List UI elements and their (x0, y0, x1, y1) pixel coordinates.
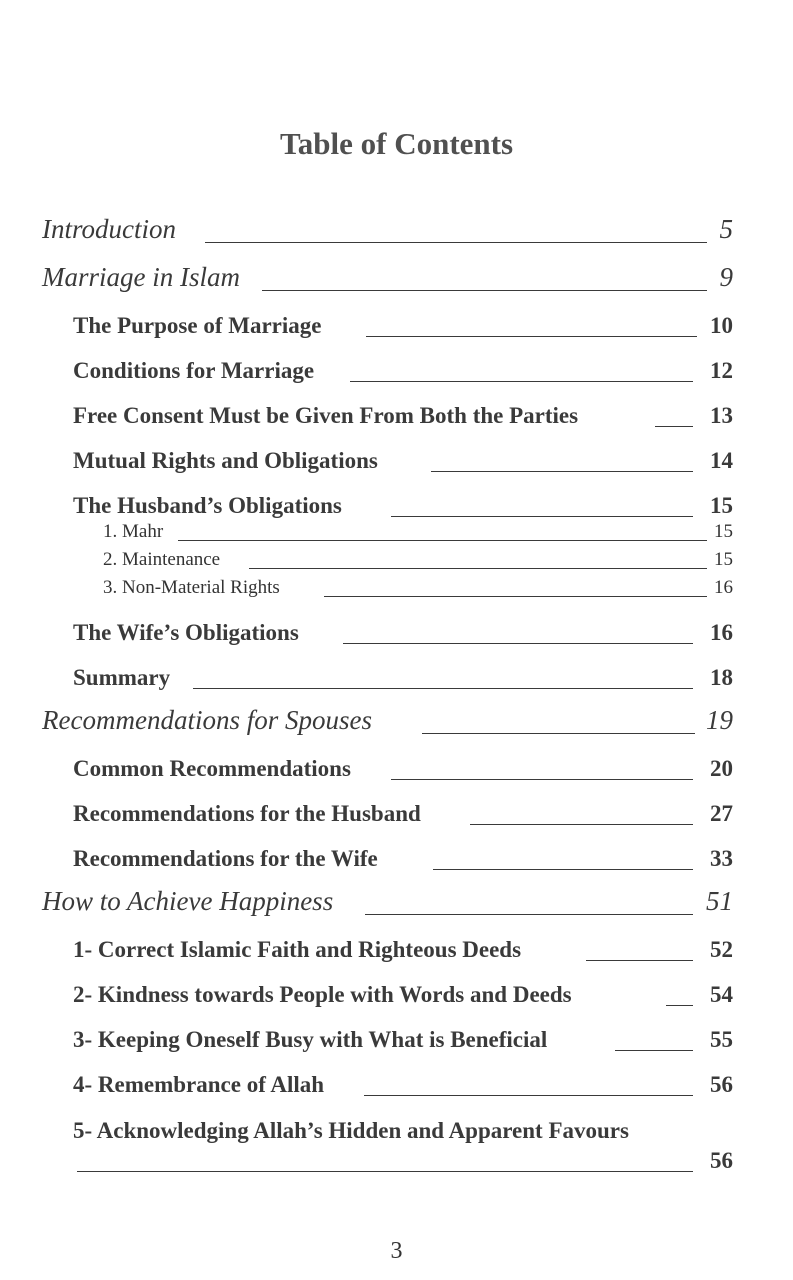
leader-line (364, 1095, 693, 1096)
toc-entry-kindness-towards-people (73, 977, 733, 1011)
toc-entry-maintenance (103, 546, 733, 574)
toc-label: The Husband’s Obligations (73, 493, 342, 518)
leader-line (391, 516, 693, 517)
toc-label: The Purpose of Marriage (73, 313, 322, 338)
toc-label: The Wife’s Obligations (73, 620, 299, 645)
leader-line (433, 869, 693, 870)
toc-page-number: 54 (710, 982, 733, 1007)
toc-entry-recommendations-husband (73, 796, 733, 830)
toc-page-number: 16 (714, 577, 733, 598)
toc-entry-correct-islamic-faith (73, 932, 733, 966)
toc-entry-mutual-rights (73, 443, 733, 477)
toc-label: 1. Mahr (103, 521, 164, 542)
leader-line (586, 960, 693, 961)
leader-line (350, 381, 693, 382)
toc-label: Recommendations for the Husband (73, 801, 421, 826)
toc-entry-recommendations-wife (73, 841, 733, 875)
toc-label: Introduction (42, 214, 176, 244)
toc-label: Free Consent Must be Given From Both the Parties (73, 403, 579, 428)
toc-page-number: 56 (710, 1148, 733, 1173)
toc-page-number: 55 (710, 1027, 733, 1052)
leader-line (365, 914, 693, 915)
toc-entry-marriage-in-islam (42, 262, 733, 296)
toc-page-number: 10 (710, 313, 733, 338)
leader-line (431, 471, 693, 472)
toc-label: Common Recommendations (73, 756, 351, 781)
toc-page-number: 15 (710, 493, 733, 518)
leader-line (324, 596, 707, 597)
leader-line (178, 540, 707, 541)
toc-label: 1- Correct Islamic Faith and Righteous Deeds (73, 937, 522, 962)
toc-entry-recommendations-for-spouses (42, 705, 733, 739)
leader-line (470, 824, 693, 825)
toc-label: Marriage in Islam (42, 262, 240, 292)
toc-title: Table of Contents (279, 126, 514, 161)
toc-label: Summary (73, 665, 171, 690)
toc-label: How to Achieve Happiness (42, 886, 334, 916)
leader-line (391, 779, 693, 780)
toc-entry-keeping-oneself-busy (73, 1022, 733, 1056)
leader-line (249, 568, 707, 569)
toc-label: 3. Non-Material Rights (103, 577, 280, 598)
leader-line (366, 336, 697, 337)
toc-entry-free-consent (73, 398, 733, 432)
toc-page-number: 19 (706, 705, 733, 735)
toc-label: 5- Acknowledging Allah’s Hidden and Apparent Favours (73, 1118, 629, 1143)
leader-line (262, 290, 707, 291)
toc-entry-summary (73, 660, 733, 694)
leader-line (666, 1005, 693, 1006)
toc-page-number: 56 (710, 1072, 733, 1097)
toc-entry-conditions-for-marriage (73, 353, 733, 387)
toc-page-number: 16 (710, 620, 733, 645)
toc-page-number: 18 (710, 665, 733, 690)
toc-page-number: 15 (714, 521, 733, 542)
leader-line (655, 426, 693, 427)
toc-page-number: 51 (706, 886, 733, 916)
toc-entry-acknowledging-favours (73, 1113, 733, 1147)
leader-line (193, 688, 693, 689)
toc-page-number: 13 (710, 403, 733, 428)
toc-entry-introduction (42, 214, 733, 248)
toc-label: 2- Kindness towards People with Words and Deeds (73, 982, 572, 1007)
toc-entry-acknowledging-favours-leader (73, 1143, 733, 1177)
leader-line (77, 1171, 693, 1172)
toc-entry-how-to-achieve-happiness (42, 886, 733, 920)
toc-page-number: 20 (710, 756, 733, 781)
toc-page-number: 15 (714, 549, 733, 570)
toc-page-number: 12 (710, 358, 733, 383)
toc-page-number: 52 (710, 937, 733, 962)
leader-line (205, 242, 707, 243)
toc-page-number: 33 (710, 846, 733, 871)
toc-entry-purpose-of-marriage (73, 308, 733, 342)
leader-line (615, 1050, 693, 1051)
toc-entry-husbands-obligations (73, 488, 733, 522)
toc-entry-non-material-rights (103, 574, 733, 602)
page-number: 3 (390, 1238, 403, 1264)
toc-page-number: 14 (710, 448, 733, 473)
toc-entry-wifes-obligations (73, 615, 733, 649)
toc-entry-remembrance-of-allah (73, 1067, 733, 1101)
toc-entry-common-recommendations (73, 751, 733, 785)
toc-entry-mahr (103, 518, 733, 546)
leader-line (343, 643, 693, 644)
toc-label: Mutual Rights and Obligations (73, 448, 378, 473)
toc-label: Recommendations for Spouses (42, 705, 372, 735)
leader-line (422, 733, 695, 734)
toc-label: Conditions for Marriage (73, 358, 315, 383)
toc-label: 2. Maintenance (103, 549, 221, 570)
toc-page-number: 27 (710, 801, 733, 826)
toc-page-number: 5 (719, 214, 733, 244)
toc-label: Recommendations for the Wife (73, 846, 378, 871)
toc-label: 4- Remembrance of Allah (73, 1072, 325, 1097)
toc-page-number: 9 (719, 262, 733, 292)
toc-label: 3- Keeping Oneself Busy with What is Beneficial (73, 1027, 548, 1052)
